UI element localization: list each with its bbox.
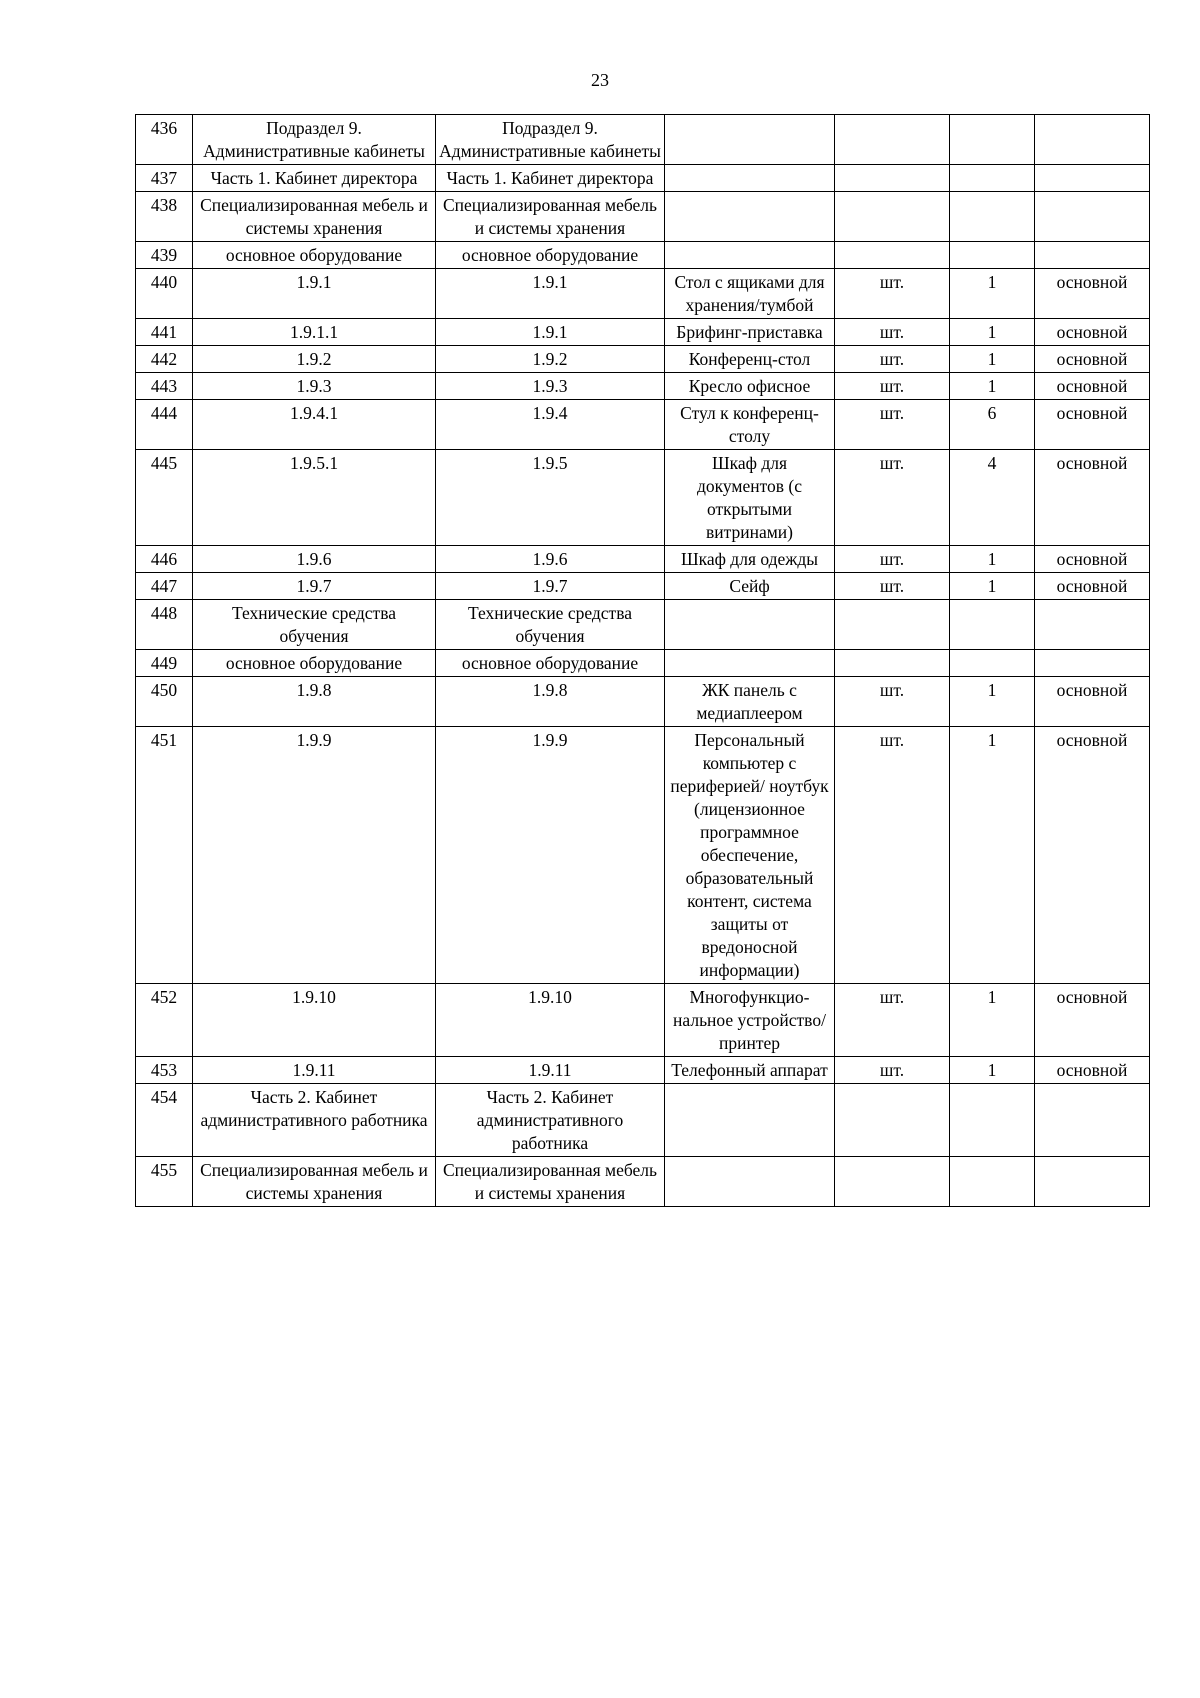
equipment-type-cell: основной xyxy=(1035,984,1150,1057)
row-number-cell: 448 xyxy=(136,600,193,650)
equipment-type-cell xyxy=(1035,192,1150,242)
standard-code-cell: 1.9.10 xyxy=(436,984,665,1057)
section-code-cell: Технические средства обучения xyxy=(193,600,436,650)
item-name-cell xyxy=(665,115,835,165)
quantity-cell: 1 xyxy=(950,346,1035,373)
table-row xyxy=(136,1157,1150,1207)
row-number-cell: 454 xyxy=(136,1084,193,1157)
equipment-type-cell xyxy=(1035,650,1150,677)
table-row xyxy=(136,269,1150,319)
section-code-cell: Часть 1. Кабинет директора xyxy=(193,165,436,192)
row-number-cell: 455 xyxy=(136,1157,193,1207)
unit-cell: шт. xyxy=(835,1057,950,1084)
section-code-cell: 1.9.9 xyxy=(193,727,436,984)
standard-code-cell: Часть 2. Кабинет административного работника xyxy=(436,1084,665,1157)
row-number-cell: 439 xyxy=(136,242,193,269)
section-code-cell: 1.9.1.1 xyxy=(193,319,436,346)
item-name-cell: Брифинг-приставка xyxy=(665,319,835,346)
row-number-cell: 442 xyxy=(136,346,193,373)
item-name-cell xyxy=(665,1157,835,1207)
table-row xyxy=(136,677,1150,727)
standard-code-cell: основное оборудование xyxy=(436,242,665,269)
row-number-cell: 445 xyxy=(136,450,193,546)
unit-cell: шт. xyxy=(835,319,950,346)
equipment-type-cell xyxy=(1035,165,1150,192)
item-name-cell xyxy=(665,650,835,677)
row-number-cell: 441 xyxy=(136,319,193,346)
unit-cell xyxy=(835,165,950,192)
standard-code-cell: Подраздел 9. Административные кабинеты xyxy=(436,115,665,165)
section-code-cell: 1.9.2 xyxy=(193,346,436,373)
standard-code-cell: 1.9.5 xyxy=(436,450,665,546)
item-name-cell: Стол с ящиками для хранения/тумбой xyxy=(665,269,835,319)
row-number-cell: 450 xyxy=(136,677,193,727)
section-code-cell: 1.9.1 xyxy=(193,269,436,319)
quantity-cell: 1 xyxy=(950,546,1035,573)
unit-cell: шт. xyxy=(835,546,950,573)
item-name-cell: ЖК панель с медиаплеером xyxy=(665,677,835,727)
equipment-type-cell: основной xyxy=(1035,677,1150,727)
section-code-cell: 1.9.5.1 xyxy=(193,450,436,546)
unit-cell: шт. xyxy=(835,450,950,546)
standard-code-cell: основное оборудование xyxy=(436,650,665,677)
section-code-cell: 1.9.10 xyxy=(193,984,436,1057)
table-body xyxy=(136,115,1150,1207)
equipment-type-cell: основной xyxy=(1035,546,1150,573)
item-name-cell xyxy=(665,192,835,242)
equipment-type-cell: основной xyxy=(1035,1057,1150,1084)
equipment-type-cell: основной xyxy=(1035,269,1150,319)
equipment-type-cell xyxy=(1035,600,1150,650)
equipment-type-cell: основной xyxy=(1035,400,1150,450)
unit-cell xyxy=(835,192,950,242)
equipment-type-cell xyxy=(1035,242,1150,269)
standard-code-cell: 1.9.11 xyxy=(436,1057,665,1084)
item-name-cell: Телефонный аппарат xyxy=(665,1057,835,1084)
item-name-cell: Сейф xyxy=(665,573,835,600)
quantity-cell xyxy=(950,650,1035,677)
table-row xyxy=(136,165,1150,192)
section-code-cell: 1.9.8 xyxy=(193,677,436,727)
section-code-cell: 1.9.4.1 xyxy=(193,400,436,450)
standard-code-cell: 1.9.9 xyxy=(436,727,665,984)
quantity-cell: 1 xyxy=(950,677,1035,727)
standard-code-cell: Технические средства обучения xyxy=(436,600,665,650)
row-number-cell: 452 xyxy=(136,984,193,1057)
item-name-cell: Кресло офисное xyxy=(665,373,835,400)
quantity-cell xyxy=(950,192,1035,242)
quantity-cell: 1 xyxy=(950,727,1035,984)
equipment-type-cell xyxy=(1035,115,1150,165)
unit-cell: шт. xyxy=(835,727,950,984)
table-row xyxy=(136,727,1150,984)
item-name-cell xyxy=(665,165,835,192)
equipment-type-cell: основной xyxy=(1035,346,1150,373)
table-row xyxy=(136,319,1150,346)
row-number-cell: 443 xyxy=(136,373,193,400)
table-row xyxy=(136,573,1150,600)
unit-cell xyxy=(835,600,950,650)
row-number-cell: 444 xyxy=(136,400,193,450)
unit-cell: шт. xyxy=(835,984,950,1057)
equipment-type-cell xyxy=(1035,1084,1150,1157)
table-row xyxy=(136,346,1150,373)
equipment-type-cell xyxy=(1035,1157,1150,1207)
equipment-type-cell: основной xyxy=(1035,450,1150,546)
unit-cell: шт. xyxy=(835,346,950,373)
section-code-cell: основное оборудование xyxy=(193,650,436,677)
unit-cell xyxy=(835,1157,950,1207)
quantity-cell xyxy=(950,242,1035,269)
equipment-type-cell: основной xyxy=(1035,573,1150,600)
section-code-cell: основное оборудование xyxy=(193,242,436,269)
section-code-cell: 1.9.3 xyxy=(193,373,436,400)
unit-cell: шт. xyxy=(835,677,950,727)
unit-cell: шт. xyxy=(835,373,950,400)
item-name-cell xyxy=(665,242,835,269)
row-number-cell: 436 xyxy=(136,115,193,165)
item-name-cell: Стул к конференц-столу xyxy=(665,400,835,450)
row-number-cell: 446 xyxy=(136,546,193,573)
table-row xyxy=(136,242,1150,269)
item-name-cell: Шкаф для одежды xyxy=(665,546,835,573)
quantity-cell: 4 xyxy=(950,450,1035,546)
unit-cell: шт. xyxy=(835,400,950,450)
quantity-cell xyxy=(950,115,1035,165)
quantity-cell: 6 xyxy=(950,400,1035,450)
standard-code-cell: 1.9.8 xyxy=(436,677,665,727)
standard-code-cell: 1.9.7 xyxy=(436,573,665,600)
standard-code-cell: 1.9.3 xyxy=(436,373,665,400)
item-name-cell xyxy=(665,1084,835,1157)
standard-code-cell: 1.9.1 xyxy=(436,269,665,319)
equipment-type-cell: основной xyxy=(1035,319,1150,346)
equipment-type-cell: основной xyxy=(1035,727,1150,984)
standard-code-cell: 1.9.4 xyxy=(436,400,665,450)
table-row xyxy=(136,373,1150,400)
page-number: 23 xyxy=(591,70,609,90)
quantity-cell xyxy=(950,600,1035,650)
standard-code-cell: Часть 1. Кабинет директора xyxy=(436,165,665,192)
row-number-cell: 437 xyxy=(136,165,193,192)
item-name-cell: Конференц-стол xyxy=(665,346,835,373)
item-name-cell: Многофункцио-нальное устройство/ принтер xyxy=(665,984,835,1057)
unit-cell: шт. xyxy=(835,269,950,319)
table-row xyxy=(136,984,1150,1057)
quantity-cell: 1 xyxy=(950,269,1035,319)
table-row xyxy=(136,192,1150,242)
unit-cell: шт. xyxy=(835,573,950,600)
row-number-cell: 449 xyxy=(136,650,193,677)
quantity-cell: 1 xyxy=(950,373,1035,400)
section-code-cell: Часть 2. Кабинет административного работника xyxy=(193,1084,436,1157)
quantity-cell: 1 xyxy=(950,573,1035,600)
table-row xyxy=(136,1084,1150,1157)
item-name-cell: Шкаф для документов (с открытыми витринами) xyxy=(665,450,835,546)
section-code-cell: 1.9.6 xyxy=(193,546,436,573)
quantity-cell xyxy=(950,1084,1035,1157)
unit-cell xyxy=(835,115,950,165)
equipment-table xyxy=(135,114,1150,1207)
section-code-cell: 1.9.7 xyxy=(193,573,436,600)
row-number-cell: 438 xyxy=(136,192,193,242)
row-number-cell: 451 xyxy=(136,727,193,984)
section-code-cell: Специализированная мебель и системы хранения xyxy=(193,192,436,242)
table-row xyxy=(136,115,1150,165)
quantity-cell: 1 xyxy=(950,1057,1035,1084)
standard-code-cell: 1.9.2 xyxy=(436,346,665,373)
section-code-cell: Специализированная мебель и системы хранения xyxy=(193,1157,436,1207)
table-row xyxy=(136,1057,1150,1084)
quantity-cell xyxy=(950,1157,1035,1207)
quantity-cell xyxy=(950,165,1035,192)
unit-cell xyxy=(835,1084,950,1157)
table-row xyxy=(136,650,1150,677)
row-number-cell: 447 xyxy=(136,573,193,600)
item-name-cell: Персональный компьютер с периферией/ ноутбук (лицензионное программное обеспечение, образовательный контент, система защиты от вредоносной информации) xyxy=(665,727,835,984)
table-row xyxy=(136,600,1150,650)
standard-code-cell: 1.9.1 xyxy=(436,319,665,346)
unit-cell xyxy=(835,242,950,269)
quantity-cell: 1 xyxy=(950,984,1035,1057)
standard-code-cell: Специализированная мебель и системы хранения xyxy=(436,192,665,242)
unit-cell xyxy=(835,650,950,677)
section-code-cell: 1.9.11 xyxy=(193,1057,436,1084)
standard-code-cell: 1.9.6 xyxy=(436,546,665,573)
standard-code-cell: Специализированная мебель и системы хранения xyxy=(436,1157,665,1207)
quantity-cell: 1 xyxy=(950,319,1035,346)
equipment-type-cell: основной xyxy=(1035,373,1150,400)
table-row xyxy=(136,546,1150,573)
item-name-cell xyxy=(665,600,835,650)
row-number-cell: 453 xyxy=(136,1057,193,1084)
section-code-cell: Подраздел 9. Административные кабинеты xyxy=(193,115,436,165)
table-row xyxy=(136,400,1150,450)
row-number-cell: 440 xyxy=(136,269,193,319)
table-row xyxy=(136,450,1150,546)
